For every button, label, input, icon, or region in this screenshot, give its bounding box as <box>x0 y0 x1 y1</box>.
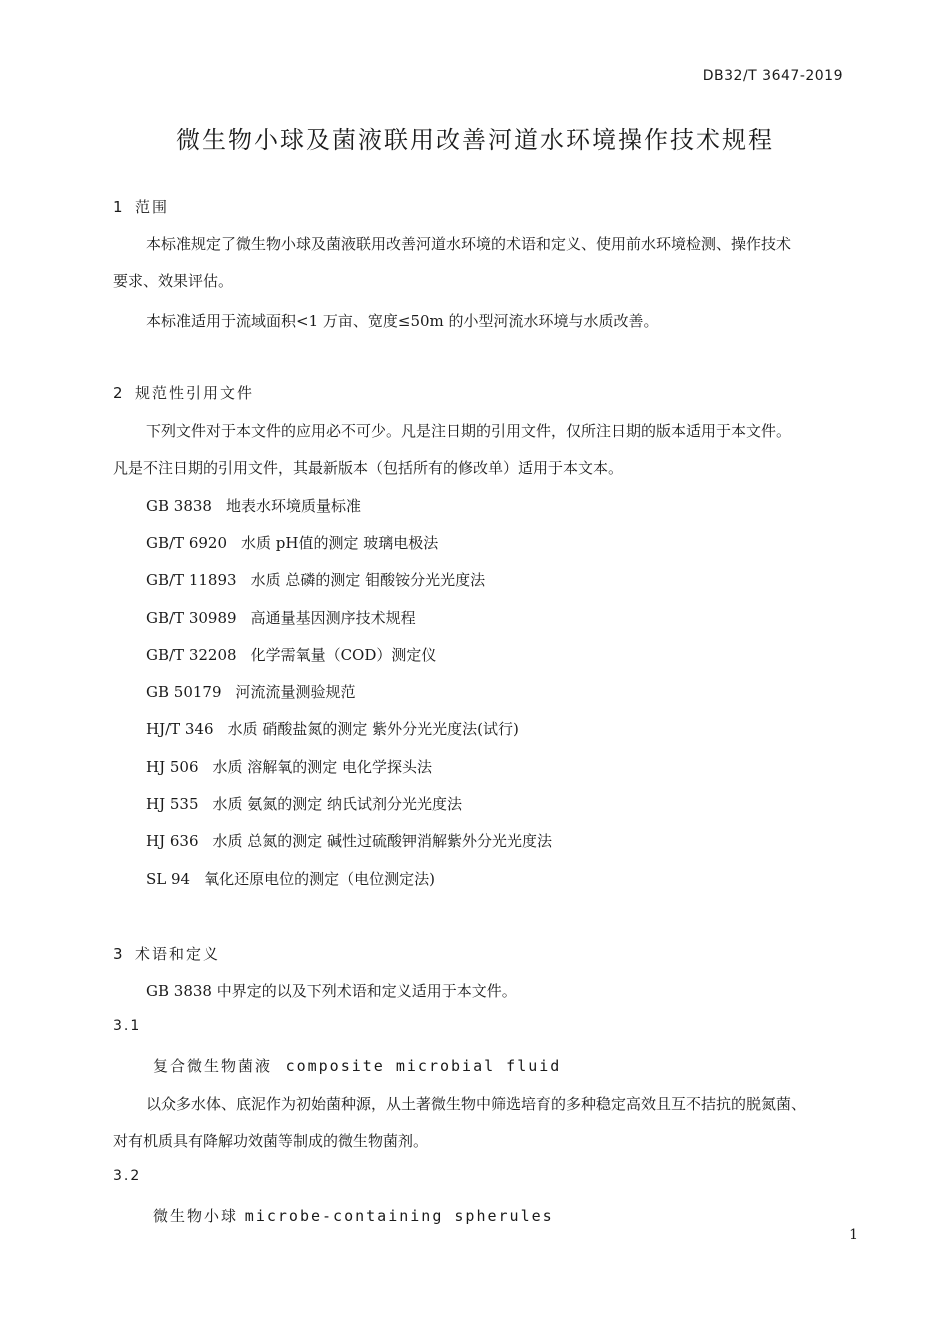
reference-code: SL 94 <box>146 870 191 888</box>
reference-name: 地表水环境质量标准 <box>225 497 361 515</box>
term-definition-line-1: 以众多水体、底泥作为初始菌种源，从土著微生物中筛选培育的多种稳定高效且互不拮抗的脱氮菌、 <box>146 1095 807 1113</box>
reference-code: HJ/T 346 <box>146 720 214 738</box>
section-1-heading <box>113 196 169 217</box>
reference-code: GB/T 32208 <box>146 646 237 664</box>
reference-name: 水质 pH值的测定 玻璃电极法 <box>241 534 439 552</box>
reference-item <box>146 644 436 665</box>
reference-name: 水质 总磷的测定 钼酸铵分光光度法 <box>250 571 486 589</box>
reference-item <box>146 607 416 628</box>
reference-item <box>146 756 432 777</box>
term-number: 3.2 <box>113 1168 142 1184</box>
reference-code: HJ 535 <box>146 795 199 813</box>
section-title: 范围 <box>135 198 170 216</box>
term-heading <box>153 1055 561 1076</box>
reference-item <box>146 681 356 702</box>
terms-intro: GB 3838 中界定的以及下列术语和定义适用于本文件。 <box>146 982 517 1000</box>
reference-code: GB/T 6920 <box>146 534 228 552</box>
reference-name: 水质 溶解氧的测定 电化学探头法 <box>212 758 433 776</box>
references-intro-line-2: 凡是不注日期的引用文件，其最新版本（包括所有的修改单）适用于本文本。 <box>113 459 624 477</box>
reference-code: GB/T 11893 <box>146 571 237 589</box>
document-title: 微生物小球及菌液联用改善河道水环境操作技术规程 <box>176 126 774 154</box>
reference-code: HJ 636 <box>146 832 199 850</box>
term-english: microbe-containing spherules <box>244 1207 554 1225</box>
reference-name: 高通量基因测序技术规程 <box>250 609 416 627</box>
reference-item <box>146 793 462 814</box>
term-english: composite microbial fluid <box>285 1057 562 1075</box>
reference-item <box>146 868 435 889</box>
term-chinese: 微生物小球 <box>153 1207 239 1225</box>
section-number: 1 <box>113 198 125 216</box>
reference-name: 氧化还原电位的测定（电位测定法) <box>204 870 435 888</box>
section-title: 术语和定义 <box>135 945 221 963</box>
reference-code: GB/T 30989 <box>146 609 237 627</box>
term-definition-line-2: 对有机质具有降解功效菌等制成的微生物菌剂。 <box>113 1132 429 1150</box>
term-heading <box>153 1205 554 1226</box>
reference-code: GB 50179 <box>146 683 222 701</box>
document-code: DB32/T 3647-2019 <box>702 68 843 84</box>
term-chinese: 复合微生物菌液 <box>153 1057 273 1075</box>
section-number: 3 <box>113 945 125 963</box>
section-number: 2 <box>113 384 125 402</box>
section-title: 规范性引用文件 <box>135 384 255 402</box>
reference-code: HJ 506 <box>146 758 199 776</box>
term-number: 3.1 <box>113 1018 142 1034</box>
page-number: 1 <box>849 1227 858 1243</box>
reference-item <box>146 569 485 590</box>
reference-name: 水质 氨氮的测定 纳氏试剂分光光度法 <box>212 795 463 813</box>
reference-name: 水质 总氮的测定 碱性过硫酸钾消解紫外分光光度法 <box>212 832 553 850</box>
reference-name: 化学需氧量（COD）测定仪 <box>250 646 437 664</box>
reference-item <box>146 495 361 516</box>
reference-name: 河流流量测验规范 <box>235 683 356 701</box>
reference-item <box>146 718 519 739</box>
reference-name: 水质 硝酸盐氮的测定 紫外分光光度法(试行) <box>227 720 519 738</box>
scope-paragraph-1-line-1: 本标准规定了微生物小球及菌液联用改善河道水环境的术语和定义、使用前水环境检测、操作技术 <box>146 235 792 253</box>
scope-paragraph-1-line-2: 要求、效果评估。 <box>113 272 234 290</box>
scope-paragraph-2: 本标准适用于流域面积<1 万亩、宽度≤50m 的小型河流水环境与水质改善。 <box>146 312 659 330</box>
section-3-heading <box>113 943 220 964</box>
references-intro-line-1: 下列文件对于本文件的应用必不可少。凡是注日期的引用文件，仅所注日期的版本适用于本文件。 <box>146 422 792 440</box>
reference-item <box>146 532 438 553</box>
section-2-heading <box>113 382 254 403</box>
reference-code: GB 3838 <box>146 497 212 515</box>
reference-item <box>146 830 552 851</box>
